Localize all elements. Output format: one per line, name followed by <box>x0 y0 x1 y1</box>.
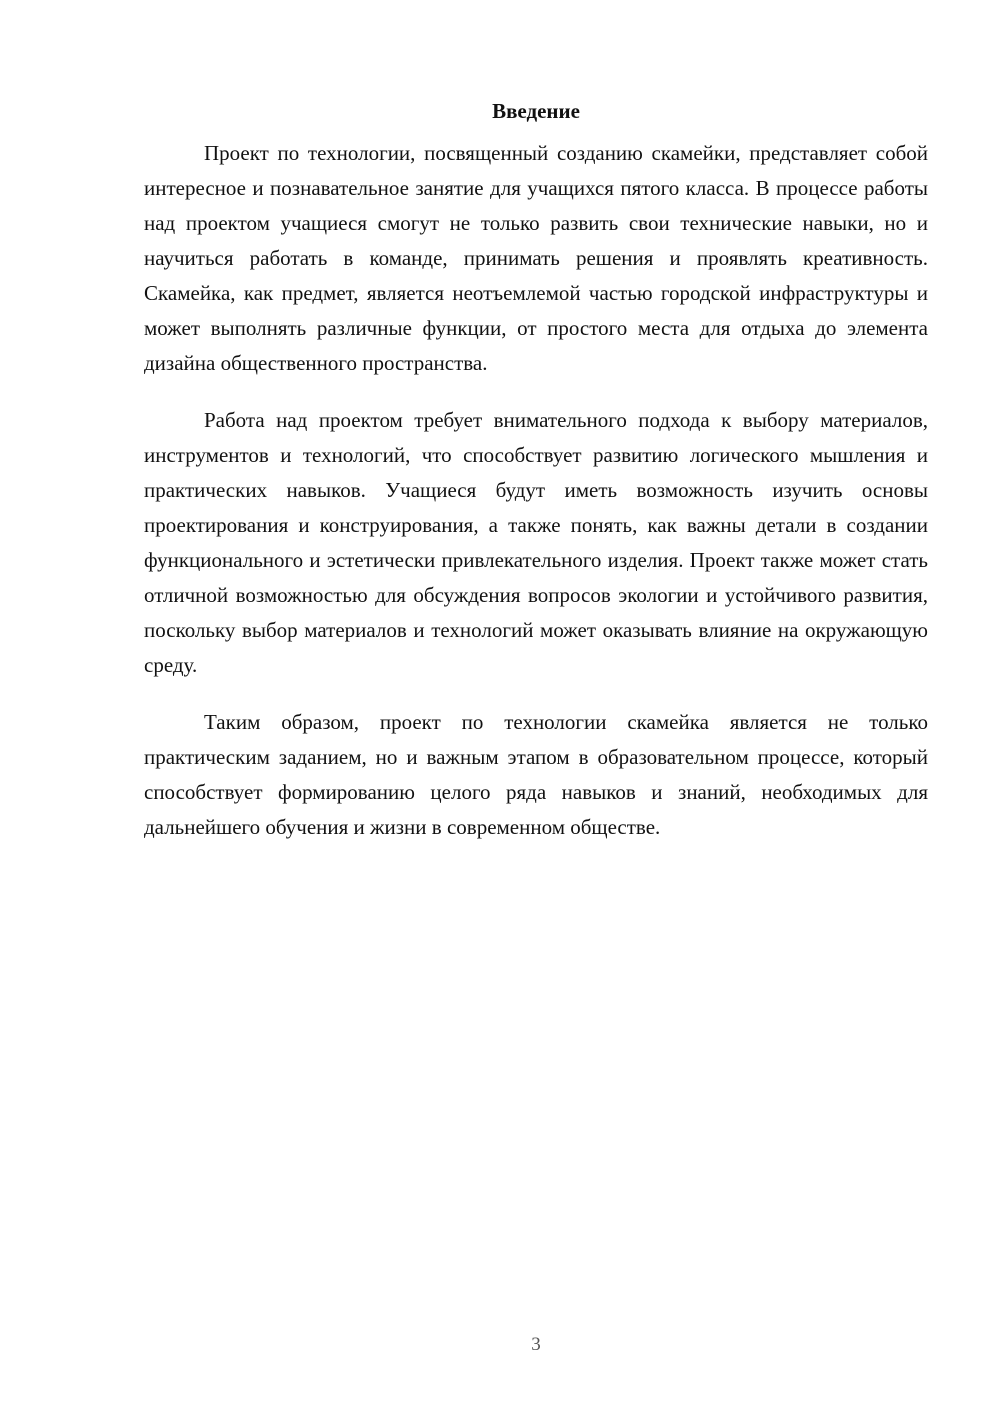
page-number: 3 <box>531 1334 541 1355</box>
paragraph-3: Таким образом, проект по технологии скамейка является не только практическим заданием, но и важным этапом в образовательном процессе, который способствует формированию целого ряда навыков и знаний, необходимых для дальнейшего обучения и жизни в современном обществе. <box>144 710 928 839</box>
section-heading: Введение <box>492 99 580 123</box>
page-content <box>144 96 928 867</box>
paragraph-1: Проект по технологии, посвященный созданию скамейки, представляет собой интересное и познавательное занятие для учащихся пятого класса. В процессе работы над проектом учащиеся смогут не только развить свои технические навыки, но и научиться работать в команде, принимать решения и проявлять креативность. Скамейка, как предмет, является неотъемлемой частью городской инфраструктуры и может выполнять различные функции, от простого места для отдыха до элемента дизайна общественного пространства. <box>144 141 928 375</box>
paragraph-2: Работа над проектом требует внимательного подхода к выбору материалов, инструментов и технологий, что способствует развитию логического мышления и практических навыков. Учащиеся будут иметь возможность изучить основы проектирования и конструирования, а также понять, как важны детали в создании функционального и эстетически привлекательного изделия. Проект также может стать отличной возможностью для обсуждения вопросов экологии и устойчивого развития, поскольку выбор материалов и технологий может оказывать влияние на окружающую среду. <box>144 408 928 677</box>
